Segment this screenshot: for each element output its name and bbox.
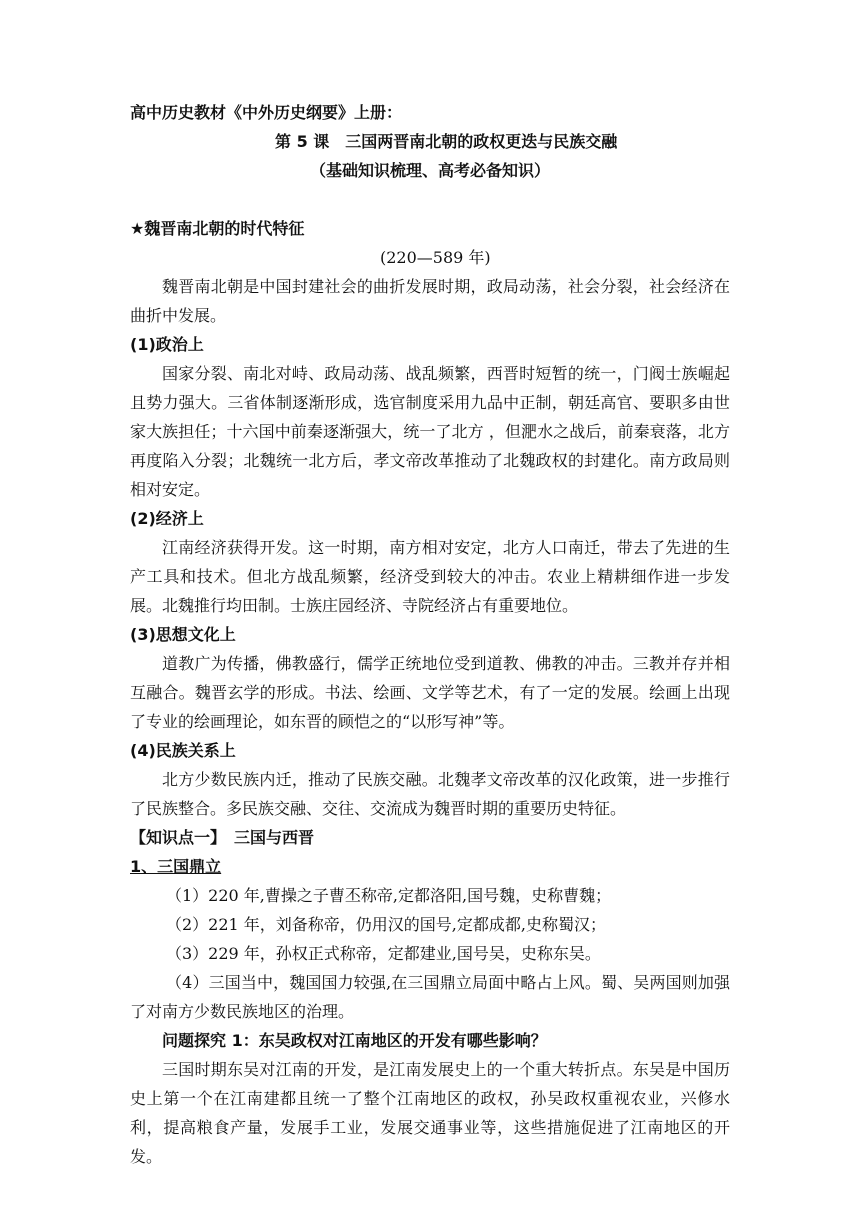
section-heading-economy: (2)经济上 [130,509,204,528]
textbook-title: 高中历史教材《中外历史纲要》上册： [130,103,403,122]
section-text-ethnic: 北方少数民族内迁，推动了民族交融。北魏孝文帝改革的汉化政策，进一步推行了民族整合。多民族交融、交往、交流成为魏晋时期的重要历史特征。 [130,770,730,818]
lesson-subtitle: （基础知识梳理、高考必备知识） [310,161,551,180]
question-heading: 问题探究 1：东吴政权对江南地区的开发有哪些影响？ [162,1031,547,1050]
section-heading-ethnic: (4)民族关系上 [130,741,236,760]
section-heading-culture: (3)思想文化上 [130,625,236,644]
document-page [130,98,730,1171]
section-text-culture: 道教广为传播，佛教盛行，儒学正统地位受到道教、佛教的冲击。三教并存并相互融合。魏晋玄学的形成。书法、绘画、文学等艺术，有了一定的发展。绘画上出现了专业的绘画理论，如东晋的顾恺之的“以形写神”等。 [130,654,730,731]
question-answer: 三国时期东吴对江南的开发，是江南发展史上的一个重大转折点。东吴是中国历史上第一个在江南建都且统一了整个江南地区的政权，孙吴政权重视农业，兴修水利，提高粮食产量，发展手工业，发展交通事业等，这些措施促进了江南地区的开发。 [130,1060,730,1166]
era-heading: ★魏晋南北朝的时代特征 [130,219,305,238]
spacer [130,185,730,214]
section-text-politics: 国家分裂、南北对峙、政局动荡、战乱频繁，西晋时短暂的统一，门阀士族崛起且势力强大。三省体制逐渐形成，选官制度采用九品中正制，朝廷高官、要职多由世家大族担任；十六国中前秦逐渐强大，统一了北方 ，但淝水之战后，前秦衰落，北方再度陷入分裂；北魏统一北方后，孝文帝改革推动了北魏政权的封建化。南方政局则相对安定。 [130,364,730,499]
era-intro: 魏晋南北朝是中国封建社会的曲折发展时期，政局动荡，社会分裂，社会经济在曲折中发展。 [130,277,730,325]
section-heading-politics: (1)政治上 [130,335,204,354]
list-item: （1）220 年,曹操之子曹丕称帝,定都洛阳,国号魏，史称曹魏； [166,886,612,905]
list-item: （2）221 年，刘备称帝，仍用汉的国号,定都成都,史称蜀汉； [166,915,606,934]
list-item: （3）229 年，孙权正式称帝，定都建业,国号吴，史称东吴。 [166,944,601,963]
section-text-economy: 江南经济获得开发。这一时期，南方相对安定，北方人口南迁，带去了先进的生产工具和技术。但北方战乱频繁，经济受到较大的冲击。农业上精耕细作进一步发展。北魏推行均田制。士族庄园经济、寺院经济占有重要地位。 [130,538,730,615]
list-item-4: （4）三国当中，魏国国力较强,在三国鼎立局面中略占上风。蜀、吴两国则加强了对南方少数民族地区的治理。 [130,973,730,1021]
topic-heading: 1、三国鼎立 [130,857,222,876]
era-years: (220—589 年) [380,248,491,267]
knowledge-point-heading: 【知识点一】 三国与西晋 [130,828,315,847]
lesson-title: 第 5 课 三国两晋南北朝的政权更迭与民族交融 [275,132,618,151]
